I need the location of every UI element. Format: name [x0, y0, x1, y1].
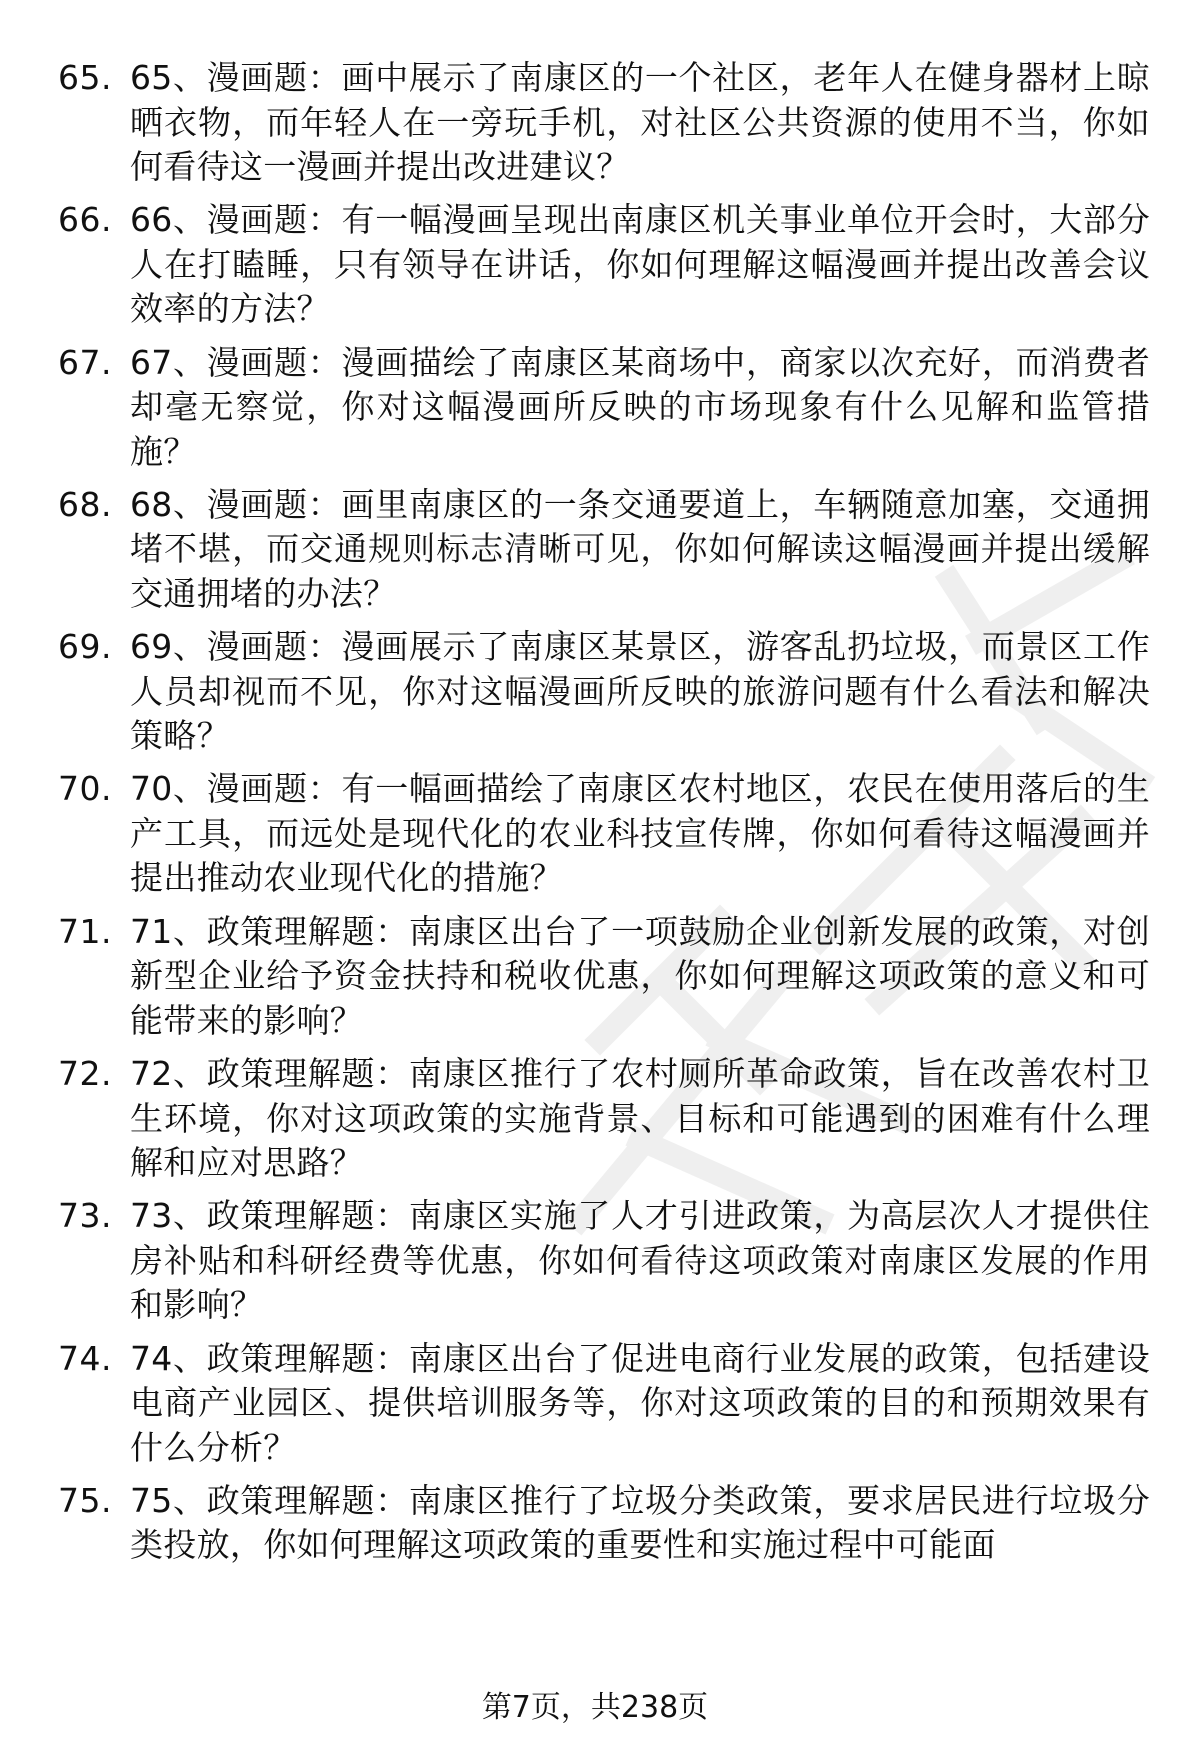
- list-item: [58, 910, 1150, 1044]
- item-number: 66.: [58, 200, 112, 240]
- list-item: [58, 1194, 1150, 1328]
- item-text: 69、漫画题：漫画展示了南康区某景区，游客乱扔垃圾，而景区工作人员却视而不见，你对这幅漫画所反映的旅游问题有什么看法和解决策略？: [130, 627, 1150, 756]
- item-text: 74、政策理解题：南康区出台了促进电商行业发展的政策，包括建设电商产业园区、提供培训服务等，你对这项政策的目的和预期效果有什么分析？: [130, 1338, 1150, 1467]
- item-number: 65.: [58, 58, 112, 97]
- item-number: 72.: [58, 1054, 112, 1094]
- list-item: [58, 767, 1150, 901]
- item-text: 73、政策理解题：南康区实施了人才引进政策，为高层次人才提供住房补贴和科研经费等优惠，你如何看待这项政策对南康区发展的作用和影响？: [130, 1196, 1150, 1325]
- item-text: 66、漫画题：有一幅漫画呈现出南康区机关事业单位开会时，大部分人在打瞌睡，只有领导在讲话，你如何理解这幅漫画并提出改善会议效率的方法？: [130, 200, 1150, 329]
- item-number: 73.: [58, 1196, 112, 1236]
- item-number: 74.: [58, 1338, 112, 1378]
- item-number: 68.: [58, 484, 112, 524]
- list-item: [58, 198, 1150, 332]
- list-item: [58, 1479, 1150, 1568]
- item-number: 69.: [58, 627, 112, 667]
- item-number: 71.: [58, 911, 112, 951]
- list-item: [58, 483, 1150, 617]
- item-text: 70、漫画题：有一幅画描绘了南康区农村地区，农民在使用落后的生产工具，而远处是现代化的农业科技宣传牌，你如何看待这幅漫画并提出推动农业现代化的措施？: [130, 769, 1150, 898]
- item-text: 67、漫画题：漫画描绘了南康区某商场中，商家以次充好，而消费者却毫无察觉，你对这幅漫画所反映的市场现象有什么见解和监管措施？: [130, 342, 1150, 471]
- question-list: [58, 56, 1150, 1577]
- item-number: 67.: [58, 342, 112, 382]
- page-footer: 第7页，共238页: [481, 1690, 709, 1725]
- item-text: 65、漫画题：画中展示了南康区的一个社区，老年人在健身器材上晾晒衣物，而年轻人在一旁玩手机，对社区公共资源的使用不当，你如何看待这一漫画并提出改进建议？: [130, 58, 1150, 186]
- list-item: [58, 1337, 1150, 1471]
- item-text: 68、漫画题：画里南康区的一条交通要道上，车辆随意加塞，交通拥堵不堪，而交通规则标志清晰可见，你如何解读这幅漫画并提出缓解交通拥堵的办法？: [130, 484, 1150, 613]
- list-item: [58, 56, 1150, 190]
- list-item: [58, 1052, 1150, 1186]
- item-text: 71、政策理解题：南康区出台了一项鼓励企业创新发展的政策，对创新型企业给予资金扶持和税收优惠，你如何理解这项政策的意义和可能带来的影响？: [130, 911, 1150, 1040]
- list-item: [58, 341, 1150, 475]
- item-text: 75、政策理解题：南康区推行了垃圾分类政策，要求居民进行垃圾分类投放，你如何理解这项政策的重要性和实施过程中可能面: [130, 1480, 1150, 1565]
- list-item: [58, 625, 1150, 759]
- item-number: 75.: [58, 1480, 112, 1520]
- item-number: 70.: [58, 769, 112, 809]
- item-text: 72、政策理解题：南康区推行了农村厕所革命政策，旨在改善农村卫生环境，你对这项政策的实施背景、目标和可能遇到的困难有什么理解和应对思路？: [130, 1054, 1150, 1183]
